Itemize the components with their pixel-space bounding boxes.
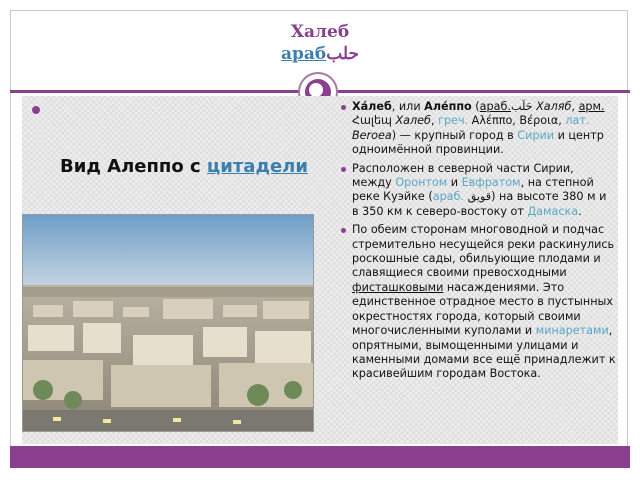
text: насаждениями. Это единственное отрадное место в пустынных окрестностях города, который своими многочисленными куполами и [352, 280, 613, 338]
lat-link[interactable]: лат. [565, 114, 590, 128]
name-bold: Ха́леб [352, 100, 392, 113]
text: , или [391, 100, 425, 113]
arab-word-2: قويق [467, 190, 492, 204]
caption-text: Вид Алеппо с [60, 156, 207, 177]
text: ) на высоте 380 м и в 350 км к северо-востоку от [352, 190, 607, 218]
list-item [352, 223, 616, 381]
content-panel [22, 96, 618, 444]
footer-bar [10, 446, 630, 468]
title-arabic-word: حلب [326, 44, 360, 64]
arm-word: Հալեպ [352, 114, 396, 128]
greek-word: Αλέππο, Βέροια, [468, 114, 566, 128]
bullet-icon [32, 106, 40, 114]
name2-bold: Але́ппо [424, 100, 472, 113]
beroea-italic: Beroea [352, 128, 392, 142]
title-subline [10, 44, 630, 64]
left-column [22, 96, 334, 444]
list-item [352, 162, 616, 220]
arab-word: حَلَب [510, 100, 533, 113]
minarets-link[interactable]: минаретами [535, 324, 609, 338]
arm-link[interactable]: арм. [578, 100, 605, 113]
text: Расположен в северной части Сирии, между [352, 161, 574, 190]
pistachio-link[interactable]: фисташковыми [352, 280, 444, 294]
list-item [352, 100, 616, 158]
right-column [340, 96, 616, 444]
title-arab-link[interactable]: араб [280, 44, 327, 64]
info-list [340, 100, 616, 382]
text: ( [471, 100, 480, 113]
aleppo-photo [22, 214, 314, 432]
syria-link[interactable]: Сирии [517, 128, 555, 142]
photo-caption [60, 156, 330, 178]
text: и центр одноимённой провинции. [352, 128, 604, 157]
arab-link[interactable]: араб. [479, 100, 511, 113]
arab-link-2[interactable]: араб. [432, 190, 464, 204]
text: , на степной реке Куэйке ( [352, 176, 594, 204]
euphrates-link[interactable]: Евфратом [461, 176, 521, 190]
text: , [571, 100, 579, 113]
damascus-link[interactable]: Дамаска [527, 204, 579, 218]
text: ) — крупный город в [391, 128, 518, 142]
text: , опрятными, вымощенными улицами и каменными домами все ещё принадлежит к красивейшим городам Востока. [352, 324, 616, 381]
text: и [447, 176, 462, 190]
caption-citadel-link[interactable]: цитадели [206, 156, 308, 177]
greek-link[interactable]: греч. [438, 114, 469, 128]
haleb2-italic: Халеб [395, 114, 431, 128]
text: По обеим сторонам многоводной и подчас стремительно несущейся реки раскинулись роскошные сады, обильующие плодами и славящиеся своими превосходными [352, 223, 615, 280]
title-main: Халеб [290, 22, 350, 42]
text: , [430, 114, 439, 128]
text: . [578, 204, 582, 218]
haleb-italic: Халяб [536, 100, 572, 113]
city-view-image [23, 215, 314, 432]
orontes-link[interactable]: Оронтом [395, 176, 448, 190]
